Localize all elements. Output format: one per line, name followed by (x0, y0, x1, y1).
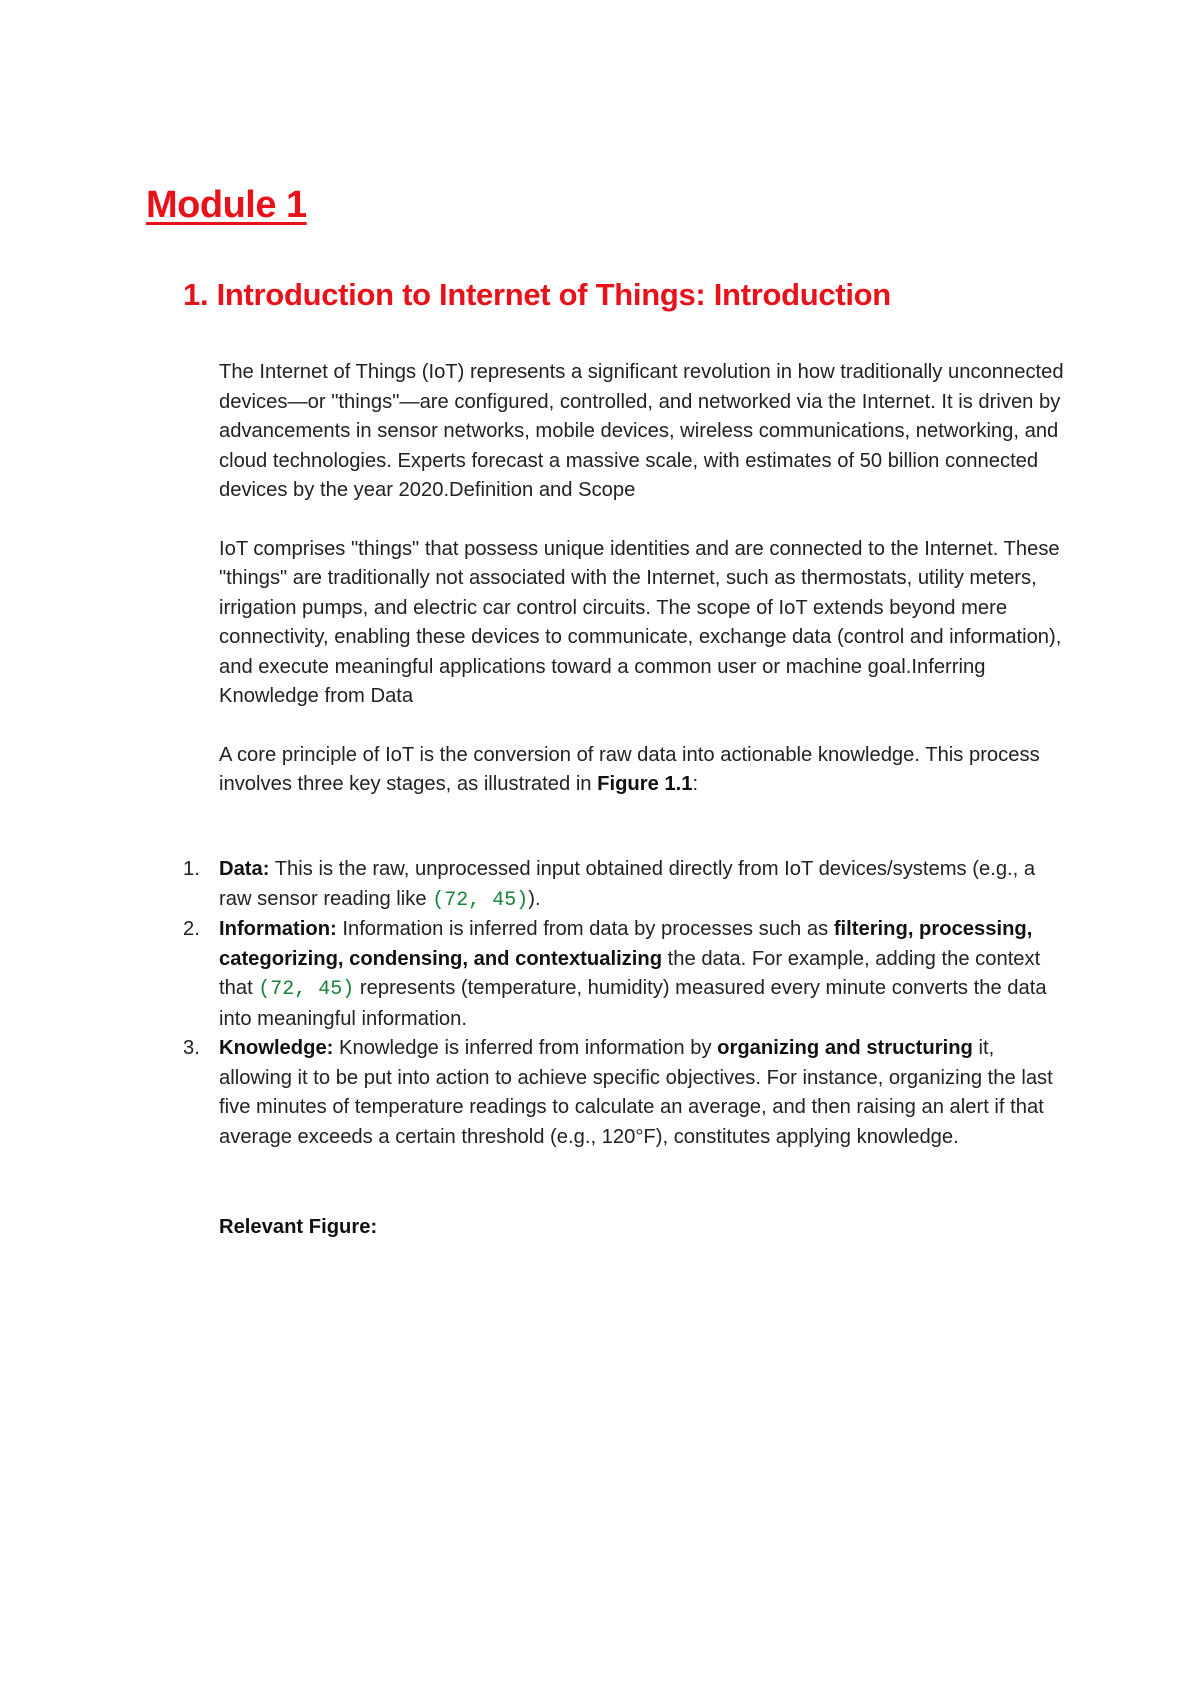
list-item-text: This is the raw, unprocessed input obtained directly from IoT devices/systems (e.g., a raw sensor reading like (219, 858, 1036, 910)
list-item-text: Knowledge is inferred from information by (333, 1037, 718, 1059)
paragraph-knowledge (219, 741, 1069, 800)
list-item-knowledge (183, 1034, 1069, 1152)
stages-list (183, 855, 1069, 1152)
list-item-text: it, allowing it to be put into action to achieve specific objectives. For instance, organizing the last five minutes of temperature readings to calculate an average, and then raising an alert if that average exceeds a certain threshold (e.g., 120°F), constitutes applying knowledge. (219, 1037, 1053, 1148)
list-item-bold: filtering, processing, categorizing, condensing, and contextualizing (219, 918, 1033, 970)
paragraph-knowledge-end: : (692, 773, 699, 795)
code-snippet: (72, 45) (432, 888, 529, 912)
list-number: 1. (183, 858, 200, 880)
module-title: Module 1 (146, 184, 307, 226)
list-item-text: Information is inferred from data by processes such as (336, 918, 834, 940)
list-number: 3. (183, 1037, 200, 1059)
body-text (219, 358, 1069, 829)
list-item-label: Data: (219, 858, 270, 880)
paragraph-intro: The Internet of Things (IoT) represents a significant revolution in how traditionally unconnected devices—or "things"—are configured, controlled, and networked via the Internet. It is driven by advancements in sensor networks, mobile devices, wireless communications, networking, and cloud technologies. Experts forecast a massive scale, with estimates of 50 billion connected devices by the year 2020.Definition and Scope (219, 361, 1064, 501)
list-number: 2. (183, 918, 200, 940)
section-title: 1. Introduction to Internet of Things: Introduction (183, 277, 891, 312)
relevant-figure-label: Relevant Figure: (219, 1216, 378, 1238)
code-snippet: (72, 45) (258, 978, 355, 1001)
list-item-information (183, 915, 1069, 1034)
list-item-data (183, 855, 1069, 915)
list-item-text: ). (528, 887, 541, 910)
paragraph-knowledge-text: A core principle of IoT is the conversion of raw data into actionable knowledge. This process involves three key stages, as illustrated in (219, 743, 1040, 795)
paragraph-definition: IoT comprises "things" that possess unique identities and are connected to the Internet. These "things" are traditionally not associated with the Internet, such as thermostats, utility meters, irrigation pumps, and electric car control circuits. The scope of IoT extends beyond mere connectivity, enabling these devices to communicate, exchange data (control and information), and execute meaningful applications toward a common user or machine goal.Inferring Knowledge from Data (219, 537, 1062, 707)
list-item-text: represents (temperature, humidity) measured every minute converts the data into meaningful information. (219, 977, 1047, 1030)
list-item-bold: organizing and structuring (717, 1037, 973, 1059)
list-item-label: Knowledge: (219, 1037, 334, 1059)
list-item-label: Information: (219, 918, 337, 940)
figure-reference: Figure 1.1 (597, 773, 693, 795)
list-item-text: the data. For example, adding the context that (219, 947, 1041, 999)
